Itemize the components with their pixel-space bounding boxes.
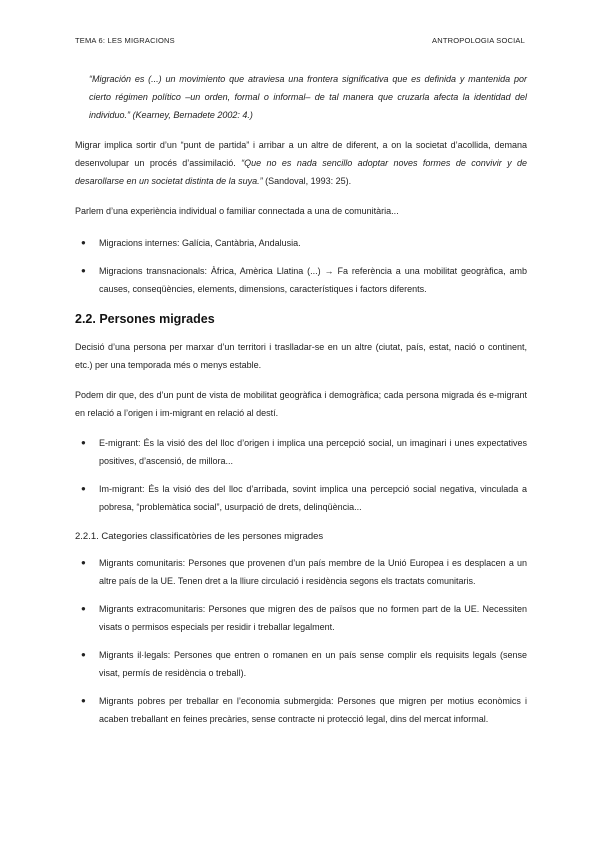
section-title: 2.2. Persones migrades <box>75 312 215 326</box>
paragraph-experiencia: Parlem d’una experiència individual o familiar connectada a una de comunitària... <box>75 206 399 216</box>
list-item-text: Migracions transnacionals: Àfrica, Amèrica Llatina (...) → Fa referència a una mobilitat geogràfica, amb causes, conseqüències, elements, dimensions, característiques i factors diferents. <box>99 266 527 294</box>
list-item <box>75 646 527 682</box>
paragraph-migrar-quote: “Que no es nada sencillo adoptar noves formes de convivir y de desarollarse en un societat distinta de la suya.” <box>75 158 528 186</box>
bullet-icon: ● <box>81 558 86 567</box>
list-categories <box>75 554 527 728</box>
list-item <box>75 262 527 298</box>
list-item-text: Im-migrant: És la visió des del lloc d’arribada, sovint implica una percepció social negativa, vinculada a pobresa, “problemàtica social”, usurpació de drets, delinqüència... <box>99 484 527 512</box>
list-emigrant-immigrant <box>75 434 527 516</box>
bullet-icon: ● <box>81 604 86 613</box>
list-item-text: Migrants extracomunitaris: Persones que migren des de països que no formen part de la UE. Necessiten visats o permisos especials per residir i treballar legalment. <box>99 604 527 632</box>
list-item <box>75 692 527 728</box>
bullet-icon: ● <box>81 484 86 493</box>
list-item-text: Migrants pobres per treballar en l’economia submergida: Persones que migren per motius econòmics i acaben treballant en feines precàries, sense contracte ni protecció legal, dins del mercat informal. <box>99 696 527 724</box>
bullet-icon: ● <box>81 238 86 247</box>
list-item-text: Migrants il·legals: Persones que entren o romanen en un país sense complir els requisits legals (sense visat, permís de residència o treball). <box>99 650 527 678</box>
header-topic: TEMA 6: LES MIGRACIONS <box>75 36 175 45</box>
list-item <box>75 600 527 636</box>
paragraph-decisio: Decisió d’una persona per marxar d’un territori i traslladar-se en un altre (ciutat, país, estat, nació o continent, etc.) per una temporada més o menys estable. <box>75 342 527 370</box>
list-item <box>75 480 527 516</box>
paragraph-migrar-cite: (Sandoval, 1993: 25). <box>262 176 352 186</box>
list-item <box>75 434 527 470</box>
quote-kearney: “Migración es (...) un movimiento que atraviesa una frontera significativa que es definida y mantenida por cierto régimen político –un orden, formal o informal– de tal manera que cruzarla afecta la identidad del individuo.” (Kearney, Bernadete 2002: 4.) <box>89 74 527 120</box>
list-migracions <box>75 234 527 298</box>
list-item <box>75 554 527 590</box>
paragraph-migrar-text: Migrar implica sortir d’un “punt de partida” i arribar a un altre de diferent, a on la societat d’acollida, demana desenvolupar un procés d’assimilació. <box>75 140 527 168</box>
paragraph-migrar <box>75 136 527 190</box>
list-item <box>75 234 527 252</box>
subsection-title: 2.2.1. Categories classificatòries de les persones migrades <box>75 531 324 542</box>
list-item-text: Migracions internes: Galícia, Cantàbria, Andalusia. <box>99 238 301 248</box>
bullet-icon: ● <box>81 438 86 447</box>
list-item-text: Migrants comunitaris: Persones que provenen d’un país membre de la Unió Europea i es desplacen a un altre país de la UE. Tenen dret a la lliure circulació i residència segons els tractats comunitaris. <box>99 558 527 586</box>
header-subject: ANTROPOLOGIA SOCIAL <box>432 36 525 45</box>
paragraph-podem-dir: Podem dir que, des d’un punt de vista de mobilitat geogràfica i demogràfica; cada persona migrada és e-migrant en relació a l’origen i im-migrant en relació al destí. <box>75 390 527 418</box>
bullet-icon: ● <box>81 650 86 659</box>
page-header <box>75 36 525 50</box>
page-content <box>75 70 527 740</box>
bullet-icon: ● <box>81 266 86 275</box>
bullet-icon: ● <box>81 696 86 705</box>
list-item-text: E-migrant: És la visió des del lloc d’origen i implica una percepció social, un imaginari i unes expectatives positives, d’ascensió, de millora... <box>99 438 527 466</box>
